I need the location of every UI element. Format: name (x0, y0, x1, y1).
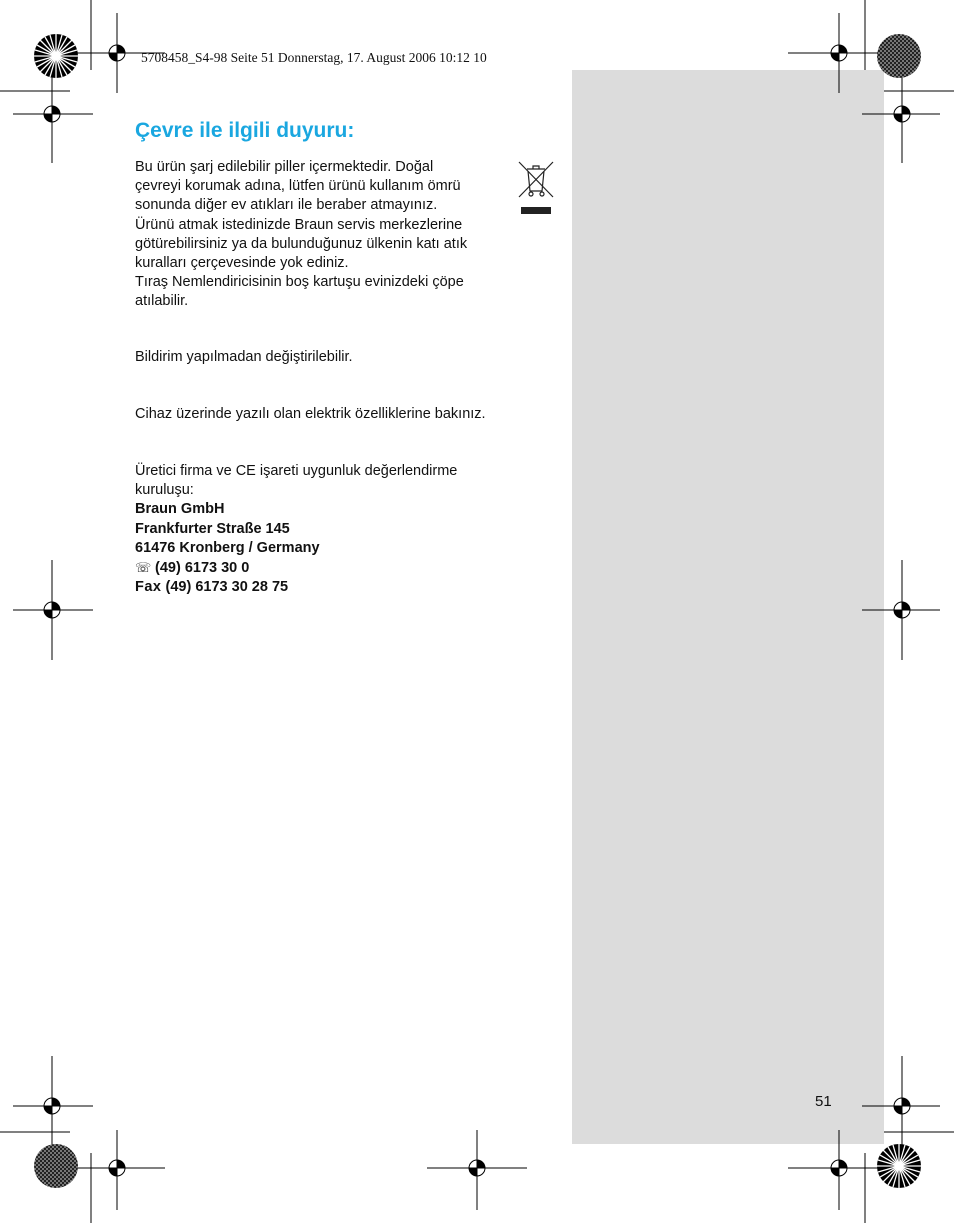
print-slug: 5708458_S4-98 Seite 51 Donnerstag, 17. August 2006 10:12 10 (141, 50, 487, 65)
page-number: 51 (815, 1093, 832, 1110)
manufacturer-info (135, 462, 535, 597)
notice-line: Ürünü atmak istedinizde Braun servis merkezlerine (135, 216, 463, 233)
fax-number: (49) 6173 30 28 75 (165, 579, 289, 596)
notice-line: çevreyi korumak adına, lütfen ürünü kullanım ömrü (135, 178, 461, 195)
manufacturer-intro: kuruluşu: (135, 482, 194, 499)
notice-line: Tıraş Nemlendiricisinin boş kartuşu evinizdeki çöpe (135, 274, 464, 291)
phone-number: (49) 6173 30 0 (155, 560, 250, 577)
company-street: Frankfurter Straße 145 (135, 520, 290, 537)
fax-label: Fax (135, 579, 162, 596)
environment-notice (135, 158, 535, 312)
change-notice: Bildirim yapılmadan değiştirilebilir. (135, 349, 353, 365)
notice-line: götürebilirsiniz ya da bulunduğunuz ülkenin katı atık (135, 235, 468, 252)
notice-line: Bu ürün şarj edilebilir piller içermektedir. Doğal (135, 159, 434, 175)
notice-line: sonunda diğer ev atıkları ile beraber atmayınız. (135, 197, 438, 214)
crossed-out-wheelie-bin-icon (517, 160, 555, 218)
phone-row (135, 558, 535, 578)
electrical-notice: Cihaz üzerinde yazılı olan elektrik özelliklerine bakınız. (135, 406, 486, 422)
telephone-icon: ☏ (135, 560, 152, 576)
page-title: Çevre ile ilgili duyuru: (135, 119, 355, 142)
notice-line: kuralları çerçevesinde yok ediniz. (135, 255, 349, 272)
fax-row (135, 578, 535, 597)
company-city: 61476 Kronberg / Germany (135, 539, 320, 556)
manufacturer-intro: Üretici firma ve CE işareti uygunluk değerlendirme (135, 463, 458, 479)
notice-line: atılabilir. (135, 293, 189, 310)
company-name: Braun GmbH (135, 501, 225, 518)
